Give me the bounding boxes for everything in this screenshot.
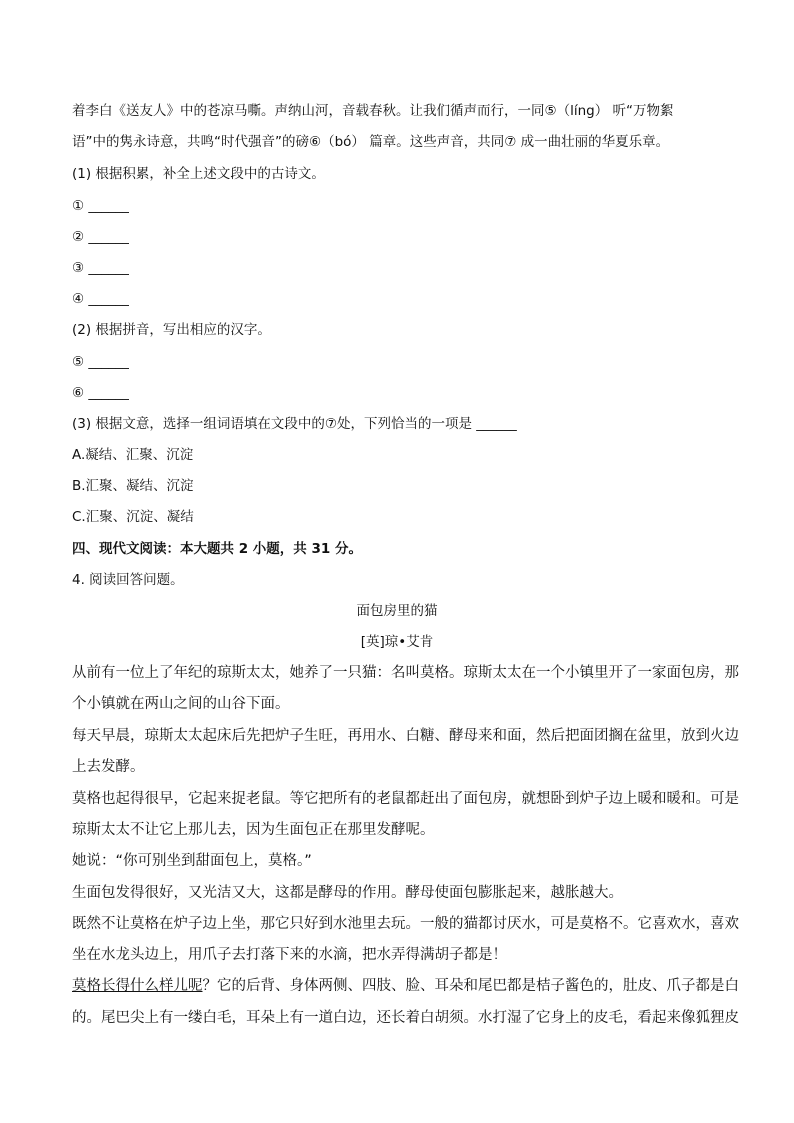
question-1-blank-4: ④ ______ bbox=[72, 291, 129, 307]
article-line-2: 个小镇就在两山之间的山谷下面。 bbox=[72, 696, 290, 712]
article-line-4: 上去发酵。 bbox=[72, 759, 145, 775]
question-2-prompt: (2) 根据拼音，写出相应的汉字。 bbox=[72, 322, 271, 338]
article-line-9: 既然不让莫格在炉子边上坐，那它只好到水池里去玩。一般的猫都讨厌水，可是莫格不。它喜欢水，喜欢 bbox=[72, 916, 739, 932]
question-3-option-c: C.汇聚、沉淀、凝结 bbox=[72, 509, 194, 525]
article-line-11 bbox=[72, 976, 739, 996]
article-author: [英]琼•艾肯 bbox=[360, 634, 434, 650]
section-4-heading: 四、现代文阅读：本大题共 2 小题，共 31 分。 bbox=[72, 541, 362, 557]
question-3-prompt: (3) 根据文意，选择一组词语填在文段中的⑦处，下列恰当的一项是 ______ bbox=[72, 416, 517, 432]
question-3-option-a: A.凝结、汇聚、沉淀 bbox=[72, 447, 194, 463]
question-1-blank-3: ③ ______ bbox=[72, 260, 129, 276]
article-line-10: 坐在水龙头边上，用爪子去打落下来的水滴，把水弄得满胡子都是！ bbox=[72, 947, 507, 963]
question-4-prompt: 4. 阅读回答问题。 bbox=[72, 572, 184, 588]
article-line-12: 的。尾巴尖上有一缕白毛，耳朵上有一道白边，还长着白胡须。水打湿了它身上的皮毛，看起来像狐狸皮 bbox=[72, 1010, 739, 1026]
article-title: 面包房里的猫 bbox=[356, 603, 438, 619]
question-1-blank-1: ① ______ bbox=[72, 198, 129, 214]
article-line-3: 每天早晨，琼斯太太起床后先把炉子生旺，再用水、白糖、酵母来和面，然后把面团搁在盆里，放到火边 bbox=[72, 728, 739, 744]
question-1-blank-2: ② ______ bbox=[72, 229, 129, 245]
article-line-11-rest: ？它的后背、身体两侧、四肢、脸、耳朵和尾巴都是桔子酱色的，肚皮、爪子都是白 bbox=[202, 978, 739, 994]
article-line-6: 琼斯太太不让它上那儿去，因为生面包正在那里发酵呢。 bbox=[72, 822, 435, 838]
question-2-blank-6: ⑥ ______ bbox=[72, 385, 129, 401]
question-2-blank-5: ⑤ ______ bbox=[72, 354, 129, 370]
question-3-option-b: B.汇聚、凝结、沉淀 bbox=[72, 478, 194, 494]
underlined-question-phrase: 莫格长得什么样儿呢 bbox=[72, 978, 203, 994]
article-line-5: 莫格也起得很早，它起来捉老鼠。等它把所有的老鼠都赶出了面包房，就想卧到炉子边上暖和暖和。可是 bbox=[72, 791, 739, 807]
intro-line-1: 着李白《送友人》中的苍凉马嘶。声纳山河，音载春秋。让我们循声而行，一同⑤（líng） 听“万物絮 bbox=[72, 103, 674, 119]
question-1-prompt: (1) 根据积累，补全上述文段中的古诗文。 bbox=[72, 166, 325, 182]
article-line-7: 她说：“你可别坐到甜面包上，莫格。” bbox=[72, 853, 312, 869]
article-line-1: 从前有一位上了年纪的琼斯太太，她养了一只猫：名叫莫格。琼斯太太在一个小镇里开了一家面包房，那 bbox=[72, 665, 739, 681]
article-line-8: 生面包发得很好，又光洁又大，这都是酵母的作用。酵母使面包膨胀起来，越胀越大。 bbox=[72, 885, 623, 901]
intro-line-2: 语”中的隽永诗意，共鸣“时代强音”的磅⑥（bó） 篇章。这些声音，共同⑦ 成一曲壮丽的华夏乐章。 bbox=[72, 134, 670, 150]
